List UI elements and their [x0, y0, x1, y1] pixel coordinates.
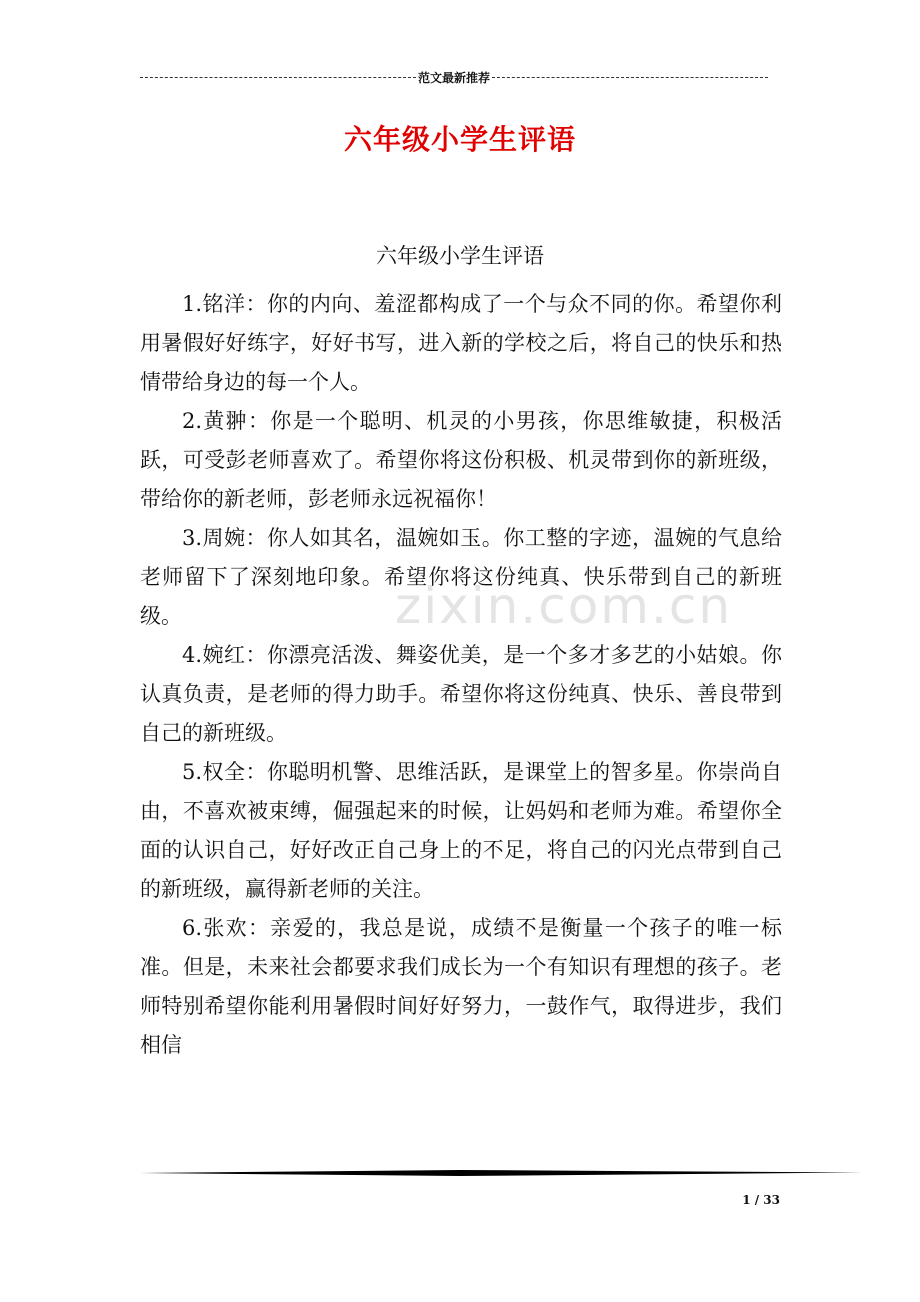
document-subtitle: 六年级小学生评语 — [376, 244, 544, 268]
comment-paragraph-2: 2.黄翀：你是一个聪明、机灵的小男孩，你思维敏捷，积极活跃，可受彭老师喜欢了。希望你将这份积极、机灵带到你的新班级，带给你的新老师，彭老师永远祝福你！ — [140, 409, 782, 511]
comment-paragraph-1: 1.铭洋：你的内向、羞涩都构成了一个与众不同的你。希望你利用暑假好好练字，好好书写，进入新的学校之后，将自己的快乐和热情带给身边的每一个人。 — [140, 292, 782, 394]
header-label: 范文最新推荐 — [418, 70, 491, 85]
document-body — [140, 285, 782, 1065]
comment-paragraph-5: 5.权全：你聪明机警、思维活跃，是课堂上的智多星。你崇尚自由，不喜欢被束缚，倔强起来的时候，让妈妈和老师为难。希望你全面的认识自己，好好改正自己身上的不足，将自己的闪光点带到自己的新班级，赢得新老师的关注。 — [140, 760, 782, 901]
comment-paragraph-3: 3.周婉：你人如其名，温婉如玉。你工整的字迹，温婉的气息给老师留下了深刻地印象。希望你将这份纯真、快乐带到自己的新班级。 — [140, 526, 782, 628]
header-dash-right — [492, 77, 768, 78]
watermark-text: zixin.com.cn — [395, 577, 733, 635]
footer-divider — [140, 1170, 862, 1176]
comment-paragraph-4: 4.婉红：你漂亮活泼、舞姿优美，是一个多才多艺的小姑娘。你认真负责，是老师的得力助手。希望你将这份纯真、快乐、善良带到自己的新班级。 — [140, 643, 782, 745]
header-dash-left — [140, 77, 416, 78]
page-number: 1 / 33 — [742, 1193, 780, 1207]
comment-paragraph-6: 6.张欢：亲爱的，我总是说，成绩不是衡量一个孩子的唯一标准。但是，未来社会都要求我们成长为一个有知识有理想的孩子。老师特别希望你能利用暑假时间好好努力，一鼓作气，取得进步，我们相信 — [140, 916, 782, 1057]
header-rule — [140, 69, 768, 85]
document-title: 六年级小学生评语 — [343, 123, 576, 156]
